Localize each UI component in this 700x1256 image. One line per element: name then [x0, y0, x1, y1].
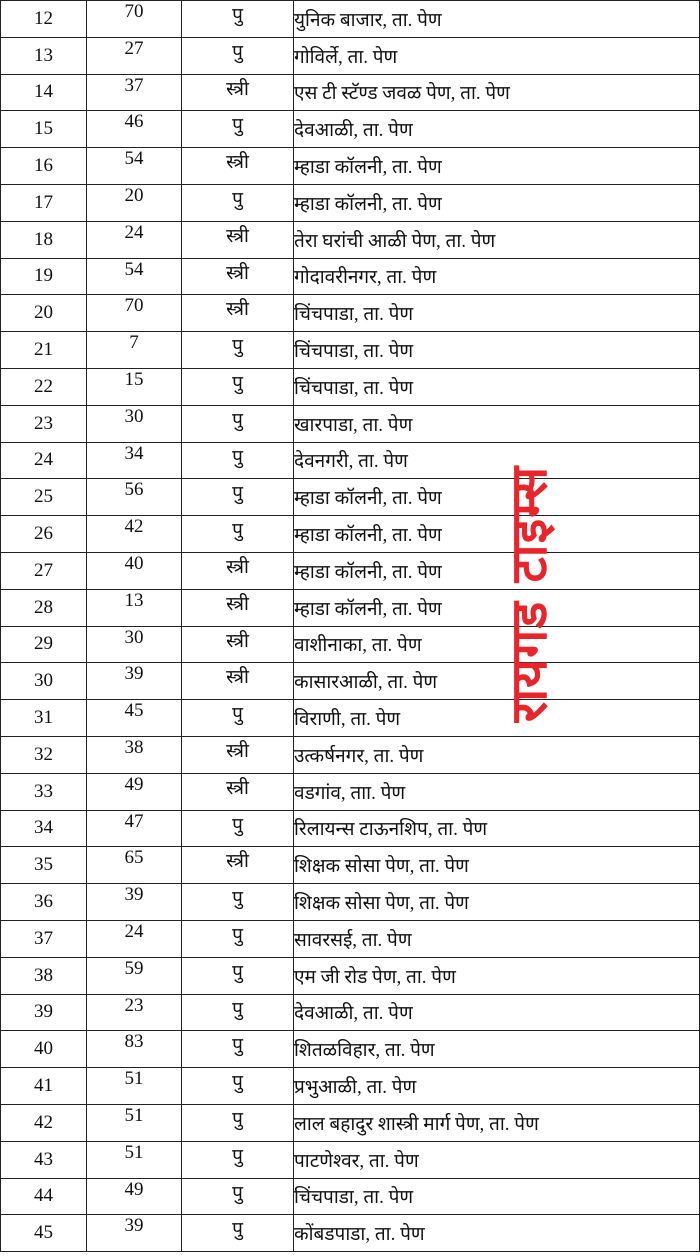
serial-number-cell: 39	[1, 994, 87, 1031]
address-cell: शितळविहार, ता. पेण	[294, 1031, 700, 1068]
age-cell: 39	[87, 884, 182, 921]
age-cell: 40	[87, 552, 182, 589]
sex-cell: पु	[182, 1068, 294, 1105]
serial-number-cell: 43	[1, 1141, 87, 1178]
serial-number-cell: 35	[1, 847, 87, 884]
table-row	[1, 37, 700, 74]
serial-number-cell: 12	[1, 1, 87, 38]
sex-cell: स्त्री	[182, 258, 294, 295]
address-cell: शिक्षक सोसा पेण, ता. पेण	[294, 847, 700, 884]
age-cell: 42	[87, 516, 182, 553]
serial-number-cell: 38	[1, 957, 87, 994]
serial-number-cell: 24	[1, 442, 87, 479]
sex-cell: पु	[182, 1215, 294, 1252]
age-cell: 7	[87, 332, 182, 369]
serial-number-cell: 25	[1, 479, 87, 516]
age-cell: 51	[87, 1141, 182, 1178]
sex-cell: स्त्री	[182, 626, 294, 663]
sex-cell: पु	[182, 405, 294, 442]
table-row	[1, 773, 700, 810]
serial-number-cell: 23	[1, 405, 87, 442]
address-cell: कासारआळी, ता. पेण	[294, 663, 700, 700]
address-cell: लाल बहादुर शास्त्री मार्ग पेण, ता. पेण	[294, 1104, 700, 1141]
table-row	[1, 295, 700, 332]
age-cell: 34	[87, 442, 182, 479]
age-cell: 27	[87, 37, 182, 74]
serial-number-cell: 18	[1, 221, 87, 258]
address-cell: म्हाडा कॉलनी, ता. पेण	[294, 148, 700, 185]
serial-number-cell: 15	[1, 111, 87, 148]
serial-number-cell: 27	[1, 552, 87, 589]
address-cell: देवआळी, ता. पेण	[294, 994, 700, 1031]
sex-cell: पु	[182, 700, 294, 737]
table-row	[1, 74, 700, 111]
age-cell: 56	[87, 479, 182, 516]
serial-number-cell: 17	[1, 184, 87, 221]
age-cell: 39	[87, 663, 182, 700]
table-row	[1, 258, 700, 295]
serial-number-cell: 22	[1, 368, 87, 405]
address-cell: प्रभुआळी, ता. पेण	[294, 1068, 700, 1105]
sex-cell: पु	[182, 111, 294, 148]
address-cell: गोदावरीनगर, ता. पेण	[294, 258, 700, 295]
table-row	[1, 1104, 700, 1141]
age-cell: 24	[87, 920, 182, 957]
address-cell: म्हाडा कॉलनी, ता. पेण	[294, 516, 700, 553]
sex-cell: पु	[182, 1, 294, 38]
address-cell: एस टी स्टॅण्ड जवळ पेण, ता. पेण	[294, 74, 700, 111]
sex-cell: स्त्री	[182, 552, 294, 589]
table-row	[1, 920, 700, 957]
address-cell: खारपाडा, ता. पेण	[294, 405, 700, 442]
sex-cell: स्त्री	[182, 221, 294, 258]
age-cell: 70	[87, 1, 182, 38]
table-row	[1, 516, 700, 553]
serial-number-cell: 32	[1, 736, 87, 773]
table-row	[1, 479, 700, 516]
sex-cell: पु	[182, 1141, 294, 1178]
table-row	[1, 1178, 700, 1215]
address-cell: चिंचपाडा, ता. पेण	[294, 295, 700, 332]
age-cell: 51	[87, 1104, 182, 1141]
address-cell: म्हाडा कॉलनी, ता. पेण	[294, 589, 700, 626]
address-cell: विराणी, ता. पेण	[294, 700, 700, 737]
table-row	[1, 442, 700, 479]
address-cell: देवनगरी, ता. पेण	[294, 442, 700, 479]
table-row	[1, 1068, 700, 1105]
address-cell: शिक्षक सोसा पेण, ता. पेण	[294, 884, 700, 921]
table-row	[1, 148, 700, 185]
sex-cell: स्त्री	[182, 74, 294, 111]
serial-number-cell: 31	[1, 700, 87, 737]
address-cell: कोंबडपाडा, ता. पेण	[294, 1215, 700, 1252]
address-cell: एम जी रोड पेण, ता. पेण	[294, 957, 700, 994]
age-cell: 49	[87, 1178, 182, 1215]
table-row	[1, 663, 700, 700]
sex-cell: स्त्री	[182, 847, 294, 884]
serial-number-cell: 13	[1, 37, 87, 74]
patient-table-body	[1, 1, 700, 1252]
sex-cell: पु	[182, 332, 294, 369]
sex-cell: पु	[182, 994, 294, 1031]
address-cell: चिंचपाडा, ता. पेण	[294, 332, 700, 369]
address-cell: तेरा घरांची आळी पेण, ता. पेण	[294, 221, 700, 258]
address-cell: चिंचपाडा, ता. पेण	[294, 368, 700, 405]
address-cell: म्हाडा कॉलनी, ता. पेण	[294, 479, 700, 516]
age-cell: 30	[87, 626, 182, 663]
address-cell: उत्कर्षनगर, ता. पेण	[294, 736, 700, 773]
serial-number-cell: 29	[1, 626, 87, 663]
table-row	[1, 1141, 700, 1178]
age-cell: 24	[87, 221, 182, 258]
serial-number-cell: 33	[1, 773, 87, 810]
serial-number-cell: 44	[1, 1178, 87, 1215]
age-cell: 20	[87, 184, 182, 221]
serial-number-cell: 28	[1, 589, 87, 626]
age-cell: 23	[87, 994, 182, 1031]
age-cell: 15	[87, 368, 182, 405]
age-cell: 54	[87, 148, 182, 185]
serial-number-cell: 40	[1, 1031, 87, 1068]
table-row	[1, 111, 700, 148]
sex-cell: पु	[182, 37, 294, 74]
age-cell: 54	[87, 258, 182, 295]
sex-cell: पु	[182, 1031, 294, 1068]
sex-cell: स्त्री	[182, 773, 294, 810]
age-cell: 39	[87, 1215, 182, 1252]
age-cell: 46	[87, 111, 182, 148]
age-cell: 13	[87, 589, 182, 626]
sex-cell: पु	[182, 479, 294, 516]
serial-number-cell: 36	[1, 884, 87, 921]
address-cell: गोविर्ले, ता. पेण	[294, 37, 700, 74]
sex-cell: पु	[182, 1178, 294, 1215]
sex-cell: स्त्री	[182, 589, 294, 626]
serial-number-cell: 19	[1, 258, 87, 295]
table-row	[1, 847, 700, 884]
watermark-text: रायगड टाइम्स	[500, 465, 558, 723]
serial-number-cell: 16	[1, 148, 87, 185]
address-cell: म्हाडा कॉलनी, ता. पेण	[294, 552, 700, 589]
watermark-logo	[489, 465, 565, 723]
table-row	[1, 626, 700, 663]
address-cell: वडगांव, ताा. पेण	[294, 773, 700, 810]
serial-number-cell: 26	[1, 516, 87, 553]
age-cell: 38	[87, 736, 182, 773]
sex-cell: स्त्री	[182, 736, 294, 773]
sex-cell: स्त्री	[182, 148, 294, 185]
age-cell: 47	[87, 810, 182, 847]
age-cell: 83	[87, 1031, 182, 1068]
address-cell: म्हाडा कॉलनी, ता. पेण	[294, 184, 700, 221]
serial-number-cell: 42	[1, 1104, 87, 1141]
address-cell: वाशीनाका, ता. पेण	[294, 626, 700, 663]
table-row	[1, 994, 700, 1031]
table-row	[1, 221, 700, 258]
serial-number-cell: 14	[1, 74, 87, 111]
table-row	[1, 332, 700, 369]
table-row	[1, 589, 700, 626]
sex-cell: पु	[182, 884, 294, 921]
age-cell: 37	[87, 74, 182, 111]
sex-cell: पु	[182, 442, 294, 479]
table-row	[1, 700, 700, 737]
age-cell: 45	[87, 700, 182, 737]
sex-cell: पु	[182, 184, 294, 221]
sex-cell: पु	[182, 1104, 294, 1141]
sex-cell: स्त्री	[182, 295, 294, 332]
address-cell: युनिक बाजार, ता. पेण	[294, 1, 700, 38]
address-cell: देवआळी, ता. पेण	[294, 111, 700, 148]
serial-number-cell: 20	[1, 295, 87, 332]
table-row	[1, 552, 700, 589]
table-row	[1, 736, 700, 773]
table-row	[1, 1031, 700, 1068]
sex-cell: पु	[182, 957, 294, 994]
serial-number-cell: 30	[1, 663, 87, 700]
table-row	[1, 368, 700, 405]
address-cell: रिलायन्स टाऊनशिप, ता. पेण	[294, 810, 700, 847]
table-row	[1, 184, 700, 221]
sex-cell: पु	[182, 920, 294, 957]
table-row	[1, 957, 700, 994]
serial-number-cell: 34	[1, 810, 87, 847]
serial-number-cell: 21	[1, 332, 87, 369]
age-cell: 51	[87, 1068, 182, 1105]
serial-number-cell: 41	[1, 1068, 87, 1105]
table-row	[1, 1, 700, 38]
sex-cell: पु	[182, 810, 294, 847]
age-cell: 59	[87, 957, 182, 994]
sex-cell: पु	[182, 516, 294, 553]
address-cell: पाटणेश्वर, ता. पेण	[294, 1141, 700, 1178]
serial-number-cell: 45	[1, 1215, 87, 1252]
table-row	[1, 1215, 700, 1252]
address-cell: चिंचपाडा, ता. पेण	[294, 1178, 700, 1215]
age-cell: 49	[87, 773, 182, 810]
table-row	[1, 810, 700, 847]
address-cell: सावरसई, ता. पेण	[294, 920, 700, 957]
serial-number-cell: 37	[1, 920, 87, 957]
table-row	[1, 405, 700, 442]
age-cell: 70	[87, 295, 182, 332]
age-cell: 30	[87, 405, 182, 442]
sex-cell: स्त्री	[182, 663, 294, 700]
sex-cell: पु	[182, 368, 294, 405]
age-cell: 65	[87, 847, 182, 884]
table-row	[1, 884, 700, 921]
